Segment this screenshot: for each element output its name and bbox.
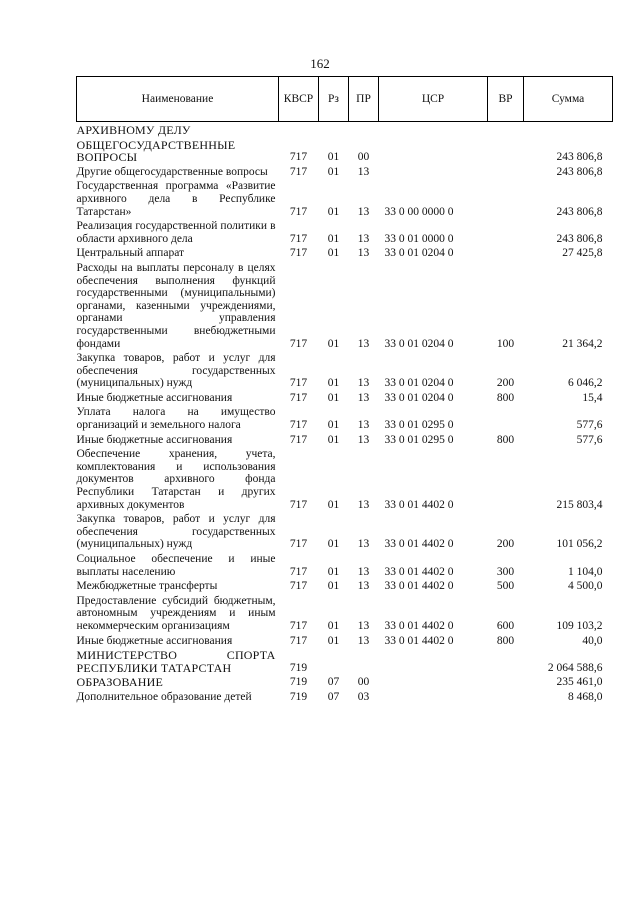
cell-rz: 01 xyxy=(327,619,340,632)
cell-rz: 01 xyxy=(327,634,340,647)
cell-pr: 13 xyxy=(357,619,370,632)
cell-rz: 01 xyxy=(327,419,340,432)
cell-rz: 01 xyxy=(327,565,340,578)
cell-kvsr: 717 xyxy=(289,165,308,178)
header-csr: ЦСР xyxy=(379,77,488,122)
cell-kvsr: 717 xyxy=(289,377,308,390)
cell-vr: 800 xyxy=(496,391,515,404)
cell-csr: 33 0 01 0204 0 xyxy=(384,337,454,350)
cell-kvsr xyxy=(279,122,319,137)
cell-pr: 13 xyxy=(357,419,370,432)
cell-csr: 33 0 00 0000 0 xyxy=(384,205,454,218)
cell-sum: 243 806,8 xyxy=(556,232,603,245)
cell-name: ОБРАЗОВАНИЕ xyxy=(76,675,164,690)
cell-sum xyxy=(524,122,613,137)
cell-vr xyxy=(488,404,524,431)
cell-name: ОБЩЕГОСУДАРСТВЕННЫЕ ВОПРОСЫ xyxy=(76,137,236,165)
cell-pr: 00 xyxy=(357,151,370,164)
cell-rz: 01 xyxy=(327,433,340,446)
cell-kvsr: 717 xyxy=(289,538,308,551)
cell-rz: 01 xyxy=(327,391,340,404)
table-row xyxy=(77,647,613,674)
cell-name: Иные бюджетные ассигнования xyxy=(76,634,233,647)
table-row xyxy=(77,260,613,350)
cell-vr: 100 xyxy=(496,337,515,350)
cell-csr: 33 0 01 4402 0 xyxy=(384,565,454,578)
cell-rz: 01 xyxy=(327,580,340,593)
table-row xyxy=(77,178,613,218)
cell-pr xyxy=(349,647,379,674)
cell-kvsr: 717 xyxy=(289,247,308,260)
cell-sum: 40,0 xyxy=(582,634,603,647)
cell-kvsr: 717 xyxy=(289,619,308,632)
cell-rz: 01 xyxy=(327,247,340,260)
table-row xyxy=(77,689,613,704)
cell-sum: 235 461,0 xyxy=(556,676,603,689)
cell-kvsr: 717 xyxy=(289,151,308,164)
cell-sum: 109 103,2 xyxy=(556,619,603,632)
cell-csr: 33 0 01 4402 0 xyxy=(384,498,454,511)
cell-csr xyxy=(379,674,488,689)
cell-rz xyxy=(319,647,349,674)
cell-sum: 215 803,4 xyxy=(556,498,603,511)
cell-sum: 15,4 xyxy=(582,391,603,404)
cell-pr: 13 xyxy=(357,377,370,390)
cell-vr xyxy=(488,218,524,245)
cell-rz: 07 xyxy=(327,690,340,703)
cell-csr: 33 0 01 4402 0 xyxy=(384,634,454,647)
table-row xyxy=(77,432,613,447)
table-row xyxy=(77,674,613,689)
cell-sum: 8 468,0 xyxy=(568,690,603,703)
cell-csr xyxy=(379,164,488,179)
cell-vr: 800 xyxy=(496,433,515,446)
cell-kvsr: 717 xyxy=(289,433,308,446)
cell-kvsr: 717 xyxy=(289,337,308,350)
cell-sum: 243 806,8 xyxy=(556,205,603,218)
cell-vr xyxy=(488,689,524,704)
header-sum: Сумма xyxy=(524,77,613,122)
table-row xyxy=(77,390,613,405)
cell-vr: 300 xyxy=(496,565,515,578)
cell-kvsr: 717 xyxy=(289,419,308,432)
cell-pr: 13 xyxy=(357,165,370,178)
table-row xyxy=(77,404,613,431)
cell-name: Предоставление субсидий бюджетным, автономным учреждениям и иным некоммерческим организациям xyxy=(76,594,276,632)
cell-sum: 243 806,8 xyxy=(556,165,603,178)
cell-vr xyxy=(488,245,524,260)
cell-kvsr: 719 xyxy=(289,676,308,689)
cell-rz: 07 xyxy=(327,676,340,689)
cell-name: Уплата налога на имущество организаций и земельного налога xyxy=(76,406,276,432)
cell-kvsr: 717 xyxy=(289,580,308,593)
cell-name: Закупка товаров, работ и услуг для обеспечения государственных (муниципальных) нужд xyxy=(76,513,276,551)
cell-kvsr: 717 xyxy=(289,205,308,218)
cell-pr: 13 xyxy=(357,337,370,350)
cell-rz: 01 xyxy=(327,232,340,245)
cell-csr: 33 0 01 0204 0 xyxy=(384,247,454,260)
cell-name: Иные бюджетные ассигнования xyxy=(76,391,233,404)
cell-sum: 6 046,2 xyxy=(568,377,603,390)
cell-sum: 27 425,8 xyxy=(562,247,603,260)
cell-csr: 33 0 01 0204 0 xyxy=(384,377,454,390)
cell-csr: 33 0 01 4402 0 xyxy=(384,619,454,632)
cell-rz: 01 xyxy=(327,337,340,350)
cell-name: Реализация государственной политики в области архивного дела xyxy=(76,220,276,245)
cell-kvsr: 717 xyxy=(289,498,308,511)
cell-pr: 13 xyxy=(357,247,370,260)
cell-pr: 13 xyxy=(357,634,370,647)
cell-pr: 03 xyxy=(357,690,370,703)
cell-name: Закупка товаров, работ и услуг для обеспечения государственных (муниципальных) нужд xyxy=(76,352,276,390)
table-row xyxy=(77,350,613,390)
cell-pr: 13 xyxy=(357,391,370,404)
cell-vr: 500 xyxy=(496,580,515,593)
cell-name: Государственная программа «Развитие архивного дела в Республике Татарстан» xyxy=(76,180,276,218)
cell-sum: 2 064 588,6 xyxy=(547,661,603,674)
cell-pr xyxy=(349,122,379,137)
table-row xyxy=(77,137,613,164)
cell-rz xyxy=(319,122,349,137)
cell-rz: 01 xyxy=(327,498,340,511)
cell-name: Центральный аппарат xyxy=(76,247,185,260)
cell-name: Другие общегосударственные вопросы xyxy=(76,165,268,178)
cell-csr: 33 0 01 0000 0 xyxy=(384,232,454,245)
cell-rz: 01 xyxy=(327,205,340,218)
cell-vr xyxy=(488,122,524,137)
cell-vr: 600 xyxy=(496,619,515,632)
header-vr: ВР xyxy=(488,77,524,122)
table-row xyxy=(77,164,613,179)
cell-name: Расходы на выплаты персоналу в целях обеспечения выполнения функций государственными (муниципальными) органами, казенными учреждениями, органами управления государственными внебюджетными фондами xyxy=(76,261,276,350)
cell-sum: 1 104,0 xyxy=(568,565,603,578)
cell-rz: 01 xyxy=(327,165,340,178)
cell-csr: 33 0 01 0295 0 xyxy=(384,419,454,432)
table-row xyxy=(77,511,613,551)
cell-pr: 13 xyxy=(357,205,370,218)
cell-kvsr: 717 xyxy=(289,391,308,404)
cell-vr xyxy=(488,178,524,218)
cell-csr xyxy=(379,137,488,164)
cell-kvsr: 717 xyxy=(289,232,308,245)
cell-kvsr: 719 xyxy=(289,690,308,703)
table-row xyxy=(77,633,613,648)
cell-pr: 13 xyxy=(357,580,370,593)
cell-pr: 13 xyxy=(357,232,370,245)
cell-pr: 00 xyxy=(357,676,370,689)
cell-name: АРХИВНОМУ ДЕЛУ xyxy=(76,123,191,137)
cell-csr xyxy=(379,647,488,674)
cell-rz: 01 xyxy=(327,151,340,164)
cell-vr xyxy=(488,446,524,511)
table-row xyxy=(77,551,613,578)
cell-pr: 13 xyxy=(357,538,370,551)
table-row xyxy=(77,245,613,260)
cell-kvsr: 719 xyxy=(289,661,308,674)
cell-csr: 33 0 01 4402 0 xyxy=(384,580,454,593)
table-row xyxy=(77,593,613,633)
cell-rz: 01 xyxy=(327,538,340,551)
cell-sum: 577,6 xyxy=(576,419,603,432)
cell-csr xyxy=(379,689,488,704)
cell-name: Межбюджетные трансферты xyxy=(76,580,218,593)
cell-kvsr: 717 xyxy=(289,565,308,578)
cell-vr: 200 xyxy=(496,538,515,551)
table-header-row xyxy=(77,77,613,122)
header-name: Наименование xyxy=(77,77,279,122)
cell-sum: 101 056,2 xyxy=(556,538,603,551)
cell-sum: 21 364,2 xyxy=(562,337,603,350)
header-kvsr: КВСР xyxy=(279,77,319,122)
cell-sum: 577,6 xyxy=(576,433,603,446)
cell-csr: 33 0 01 4402 0 xyxy=(384,538,454,551)
table-row xyxy=(77,122,613,137)
cell-vr xyxy=(488,164,524,179)
table-body xyxy=(77,122,613,704)
header-rz: Рз xyxy=(319,77,349,122)
cell-pr: 13 xyxy=(357,565,370,578)
cell-name: Обеспечение хранения, учета, комплектования и использования документов архивного фонда Республики Татарстан и других архивных документов xyxy=(76,448,276,511)
cell-vr: 200 xyxy=(496,377,515,390)
cell-name: Социальное обеспечение и иные выплаты населению xyxy=(76,553,276,578)
cell-name: Дополнительное образование детей xyxy=(76,690,252,703)
table-row xyxy=(77,218,613,245)
cell-pr: 13 xyxy=(357,498,370,511)
cell-kvsr: 717 xyxy=(289,634,308,647)
cell-csr xyxy=(379,122,488,137)
cell-vr xyxy=(488,137,524,164)
page-number: 162 xyxy=(310,56,330,71)
cell-rz: 01 xyxy=(327,377,340,390)
cell-name: МИНИСТЕРСТВО СПОРТА РЕСПУБЛИКИ ТАТАРСТАН xyxy=(76,648,276,675)
cell-sum: 243 806,8 xyxy=(556,151,603,164)
table-row xyxy=(77,446,613,511)
table-row xyxy=(77,578,613,593)
cell-vr xyxy=(488,674,524,689)
cell-vr xyxy=(488,647,524,674)
cell-vr: 800 xyxy=(496,634,515,647)
cell-sum: 4 500,0 xyxy=(568,580,603,593)
cell-name: Иные бюджетные ассигнования xyxy=(76,433,233,446)
header-pr: ПР xyxy=(349,77,379,122)
cell-pr: 13 xyxy=(357,433,370,446)
budget-table xyxy=(76,76,613,704)
cell-csr: 33 0 01 0204 0 xyxy=(384,391,454,404)
cell-csr: 33 0 01 0295 0 xyxy=(384,433,454,446)
